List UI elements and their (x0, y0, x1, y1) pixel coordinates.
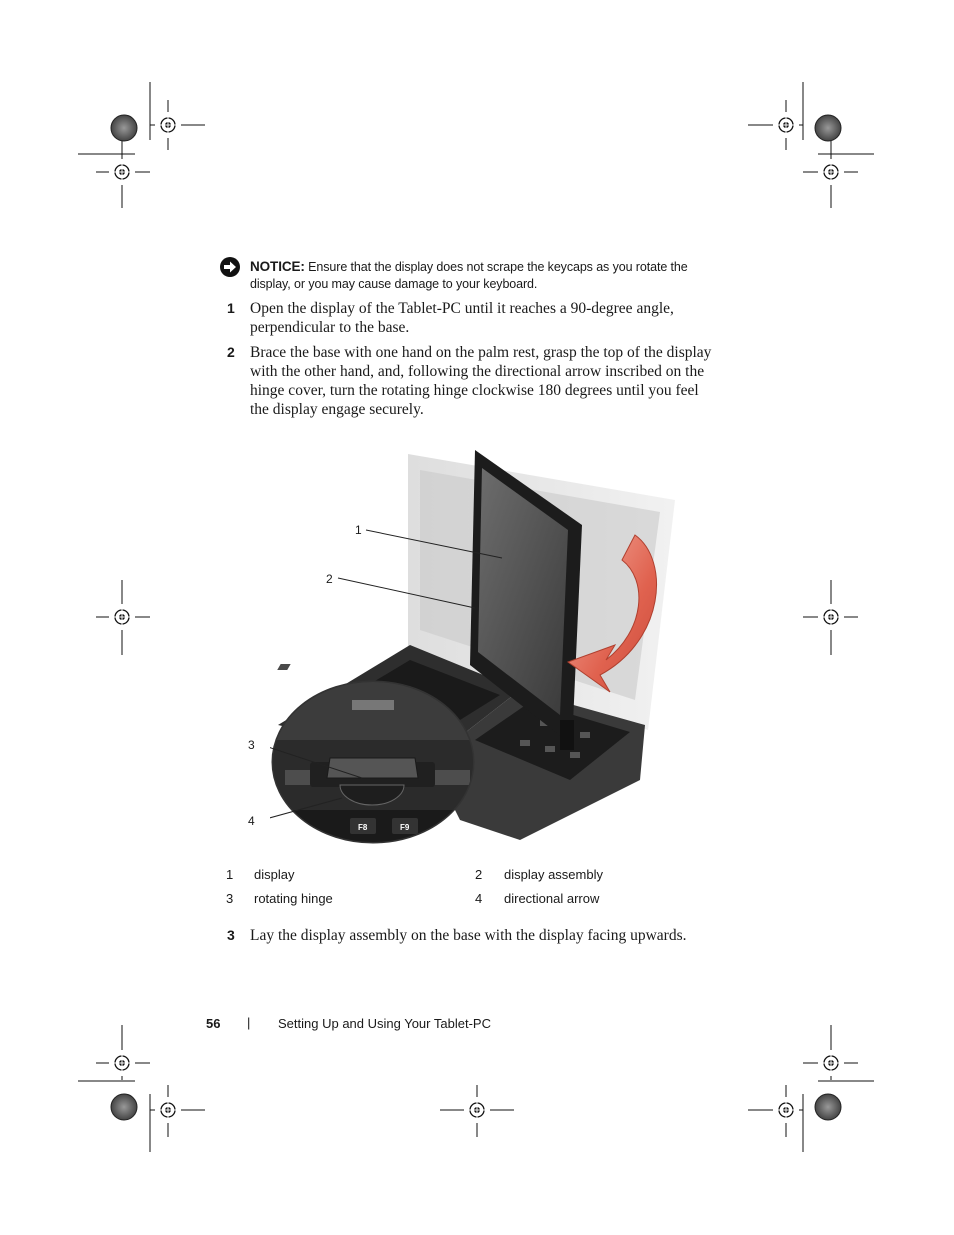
page-number: 56 (206, 1016, 221, 1031)
step-2-text (250, 343, 720, 419)
callout-1: 1 (355, 523, 362, 537)
step-2-number: 2 (227, 344, 235, 360)
notice-icon (220, 257, 240, 277)
notice-block (250, 258, 710, 293)
callout-3: 3 (248, 738, 255, 752)
legend-label-display-assembly: display assembly (504, 867, 603, 882)
notice-text-line1: Ensure that the display does not scrape the keycaps as you rotate the (308, 260, 688, 274)
tablet-rotation-figure (270, 440, 690, 850)
step-1-line: Open the display of the Tablet-PC until it reaches a 90-degree angle, (250, 300, 674, 317)
step-2-line: hinge cover, turn the rotating hinge clockwise 180 degrees until you feel (250, 382, 699, 399)
step-2-line: with the other hand, and, following the directional arrow inscribed on the (250, 363, 705, 380)
legend-label-rotating-hinge: rotating hinge (254, 891, 333, 906)
legend-num-1: 1 (226, 867, 234, 882)
legend-num-3: 3 (226, 891, 234, 906)
footer-separator: | (247, 1015, 251, 1030)
notice-label: NOTICE: (250, 259, 305, 274)
callout-2: 2 (326, 572, 333, 586)
legend-label-directional-arrow: directional arrow (504, 891, 600, 906)
keycap-f8: F8 (358, 823, 368, 832)
notice-text-line2: display, or you may cause damage to your keyboard. (250, 277, 538, 291)
step-3-line: Lay the display assembly on the base with the display facing upwards. (250, 927, 687, 944)
step-3-text (250, 926, 720, 945)
step-2-line: Brace the base with one hand on the palm rest, grasp the top of the display (250, 344, 712, 361)
step-1-number: 1 (227, 300, 235, 316)
legend-num-4: 4 (475, 891, 483, 906)
keycap-f9: F9 (400, 823, 410, 832)
step-1-text (250, 299, 720, 337)
step-3-number: 3 (227, 927, 235, 943)
legend-num-2: 2 (475, 867, 483, 882)
step-2-line: the display engage securely. (250, 401, 424, 418)
callout-4: 4 (248, 814, 255, 828)
legend-label-display: display (254, 867, 295, 882)
step-1-line: perpendicular to the base. (250, 319, 410, 336)
footer-title: Setting Up and Using Your Tablet-PC (278, 1016, 491, 1031)
